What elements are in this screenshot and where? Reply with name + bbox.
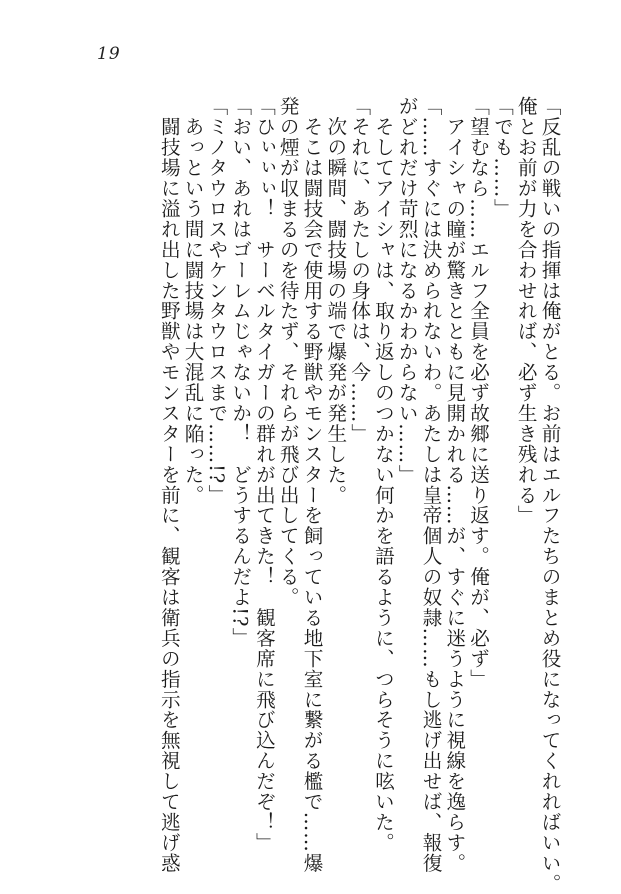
text-line: そしてアイシャは、取り返しのつかない何かを語るように、つらそうに呟いた。	[371, 96, 395, 853]
text-line: 「ミノタウロスやケンタウロスまで……!?」	[204, 96, 228, 505]
text-line: 「望むなら……エルフ全員を必ず故郷に送り返す。俺が、必ず」	[466, 96, 490, 690]
text-line: 発の煙が収まるのを待たず、それらが飛び出してくる。	[276, 96, 300, 608]
text-line: がどれだけ苛烈になるかわからない……」	[395, 96, 419, 485]
text-line: 「反乱の戦いの指揮は俺がとる。お前はエルフたちのまとめ役になってくれればいい。	[538, 96, 561, 894]
text-line: 俺とお前が力を合わせれば、必ず生き残れる」	[514, 96, 538, 526]
text-line: 「でも……」	[490, 96, 514, 219]
text-line: 次の瞬間、闘技場の端で爆発が発生した。	[323, 96, 347, 505]
text-line: そこは闘技会で使用する野獣やモンスターを飼っている地下室に繋がる檻で……爆	[300, 96, 324, 874]
text-line: 「……すぐには決められないわ。あたしは皇帝個人の奴隷……もし逃げ出せば、報復	[419, 96, 443, 874]
text-line: 「おい、あれはゴーレムじゃないか！ どうするんだよ!?」	[228, 96, 252, 648]
text-line: あっという間に闘技場は大混乱に陥った。	[181, 96, 205, 505]
text-line: 「ひぃぃぃ！ サーベルタイガーの群れが出てきた！ 観客席に飛び込んだぞ！」	[252, 96, 276, 853]
text-line: 闘技場に溢れ出した野獣やモンスターを前に、観客は衛兵の指示を無視して逃げ惑	[157, 96, 181, 874]
text-line: 「それに、あたしの身体は、今……」	[347, 96, 371, 444]
page-number: 19	[97, 44, 121, 64]
vertical-text-body	[156, 96, 561, 894]
text-line: アイシャの瞳が驚きとともに見開かれる……が、すぐに迷うように視線を逸らす。	[442, 96, 466, 874]
